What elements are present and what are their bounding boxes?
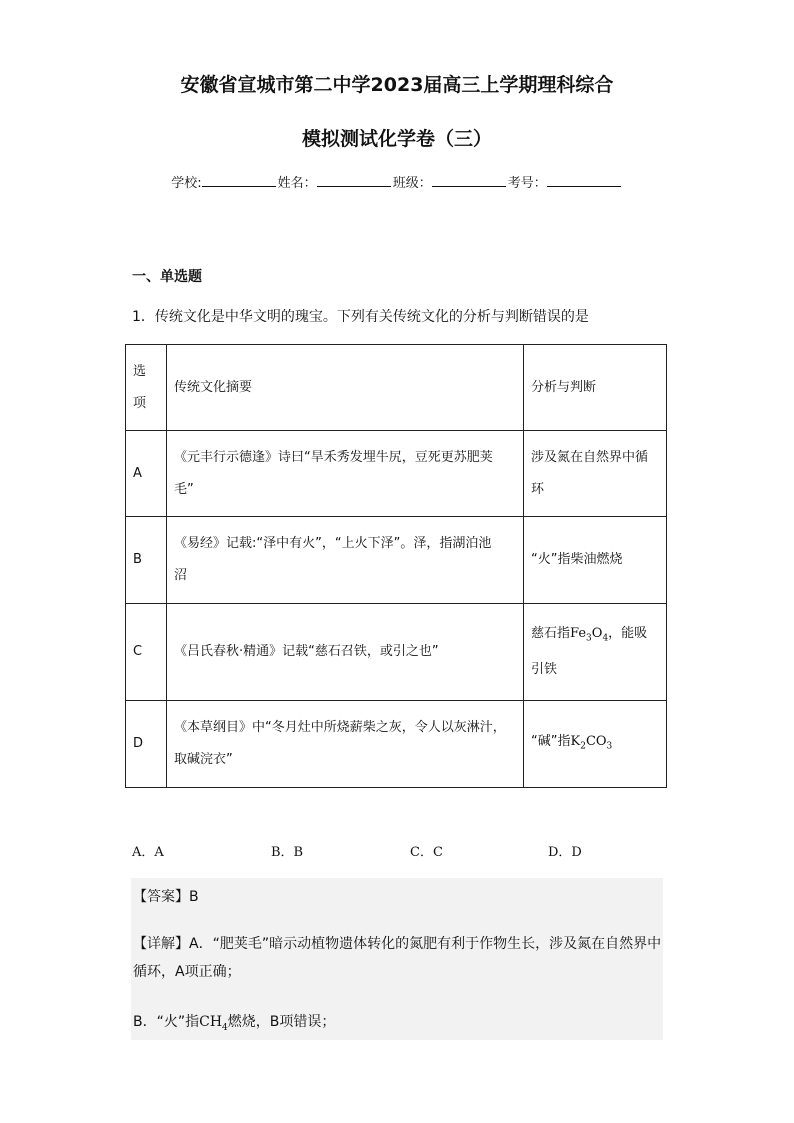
name-blank[interactable] — [317, 175, 391, 187]
header-analysis: 分析与判断 — [524, 345, 667, 431]
explanation-line: 【详解】A．“肥荚毛”暗示动植物遗体转化的氮肥有利于作物生长，涉及氮在自然界中循环，A项正确； — [133, 936, 662, 980]
table-row — [126, 431, 667, 517]
table-row — [126, 701, 667, 788]
class-blank[interactable] — [432, 175, 506, 187]
chem-formula-ch4: $CH_4$ — [199, 1014, 228, 1033]
page-title-line1: 安徽省宣城市第二中学2023届高三上学期理科综合 — [180, 74, 614, 96]
question-table — [125, 344, 667, 788]
row-summary: 《易经》记载:“泽中有火”，“上火下泽”。泽，指湖泊池 沼 — [167, 517, 524, 604]
choice-d[interactable]: D．D — [548, 845, 582, 860]
row-option: D — [126, 701, 167, 788]
row-analysis: “火”指柴油燃烧 — [524, 517, 667, 604]
section-heading: 一、单选题 — [132, 269, 202, 285]
row-summary: 《本草纲目》中“冬月灶中所烧薪柴之灰，令人以灰淋汁， 取碱浣衣” — [167, 701, 524, 788]
answer-line: 【答案】B — [133, 889, 199, 905]
choice-b[interactable]: B．B — [271, 845, 304, 860]
choice-a[interactable]: A．A — [132, 845, 164, 860]
explanation-line-b: B．“火”指$CH_4$燃烧，B项错误； — [133, 1014, 336, 1033]
row-analysis: 慈石指$Fe_3O_4$，能吸 引铁 — [524, 604, 667, 701]
header-summary: 传统文化摘要 — [167, 345, 524, 431]
chem-formula-fe3o4: $Fe_3O_4$ — [570, 625, 609, 644]
table-row — [126, 517, 667, 604]
row-option: A — [126, 431, 167, 517]
number-blank[interactable] — [547, 175, 621, 187]
choice-c[interactable]: C．C — [410, 845, 443, 860]
school-blank[interactable] — [202, 175, 276, 187]
name-label: 姓名： — [277, 176, 317, 191]
page-title-line2: 模拟测试化学卷（三） — [301, 128, 492, 150]
number-label: 考号： — [507, 176, 547, 191]
table-header-row — [126, 345, 667, 431]
row-analysis: “碱”指$K_2CO_3$ — [524, 701, 667, 788]
school-label: 学校: — [171, 176, 202, 191]
row-analysis: 涉及氮在自然界中循 环 — [524, 431, 667, 517]
row-summary: 《吕氏春秋·精通》记载“慈石召铁，或引之也” — [167, 604, 524, 701]
row-option: C — [126, 604, 167, 701]
student-info — [0, 172, 794, 191]
header-option: 选 项 — [126, 345, 167, 431]
row-option: B — [126, 517, 167, 604]
table-row — [126, 604, 667, 701]
class-label: 班级： — [392, 176, 432, 191]
row-summary: 《元丰行示德逢》诗曰“旱禾秀发埋牛尻，豆死更苏肥荚 毛” — [167, 431, 524, 517]
question-text: 1．传统文化是中华文明的瑰宝。下列有关传统文化的分析与判断错误的是 — [132, 309, 589, 325]
chem-formula-k2co3: $K_2CO_3$ — [570, 733, 613, 752]
